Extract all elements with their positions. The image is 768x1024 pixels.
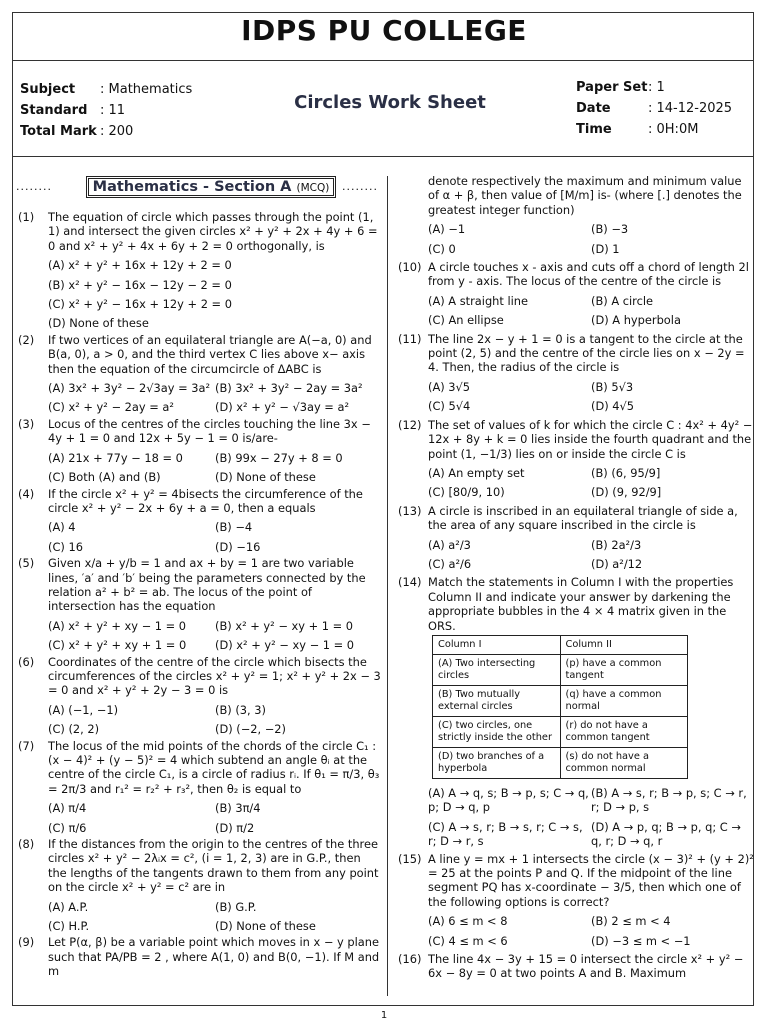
question-item <box>18 556 382 652</box>
match-table-cell: (B) Two mutually external circles <box>433 685 561 716</box>
option-item: (B) (3, 3) <box>215 702 266 717</box>
time-label: Time <box>576 122 612 137</box>
option-item: (D) (9, 92/9] <box>591 485 662 500</box>
option-item: (B) 5√3 <box>591 379 634 394</box>
question-text: The equation of circle which passes through the point (1, 1) and intersect the given circles x² + y² + 2x + 4y + 6 = 0 and x² + y² + 4x + 6y + 2 = 0 orthogonally, is <box>48 210 378 253</box>
match-table-head-cell: Column II <box>560 635 688 654</box>
option-item: (D) 1 <box>591 241 620 256</box>
option-item: (A) a²/3 <box>428 537 471 552</box>
option-item: (A) A straight line <box>428 293 529 308</box>
option-item: (C) x² + y² − 16x + 12y + 2 = 0 <box>48 297 232 312</box>
question-text: Given x/a + y/b = 1 and ax + by = 1 are two variable lines, ′a′ and ′b′ being the parameters connected by the relation a² + b² = ab. The locus of the point of intersection has the equation <box>48 556 366 614</box>
option-item: (C) Both (A) and (B) <box>48 470 161 485</box>
option-item: (B) 99x − 27y + 8 = 0 <box>215 450 343 465</box>
question-number: (3) <box>18 416 35 431</box>
options-group <box>428 289 754 328</box>
option-item: (D) x² + y² − √3ay = a² <box>215 400 350 415</box>
question-number: (12) <box>398 417 422 432</box>
date-value: : 14-12-2025 <box>648 101 733 116</box>
question-item <box>398 418 754 500</box>
question-number: (2) <box>18 332 35 347</box>
question-item <box>398 852 754 948</box>
option-item: (D) None of these <box>215 470 316 485</box>
option-item: (B) 3π/4 <box>215 801 261 816</box>
option-item: (A) 3√5 <box>428 379 471 394</box>
right-column <box>398 174 754 984</box>
match-table-cell: (r) do not have a common tangent <box>560 716 688 747</box>
option-item: (B) A → s, r; B → p, s; C → r, r; D → p, s <box>591 785 747 815</box>
option-item: (A) (−1, −1) <box>48 702 119 717</box>
option-item: (C) 4 ≤ m < 6 <box>428 933 508 948</box>
option-item: (A) x² + y² + xy − 1 = 0 <box>48 618 187 633</box>
options-group <box>428 909 754 948</box>
question-item <box>18 333 382 415</box>
option-item: (D) π/2 <box>215 820 255 835</box>
option-item: (A) −1 <box>428 222 466 237</box>
paper-set-value: : 1 <box>648 80 665 95</box>
question-number: (8) <box>18 837 35 852</box>
question-text: Coordinates of the centre of the circle which bisects the circumferences of the circles x² + y² = 1; x² + y² + 2x − 3 = 0 and x² + y² + 2y − 3 = 0 is <box>48 654 381 698</box>
option-item: (B) (6, 95/9] <box>591 465 661 480</box>
option-item: (C) [80/9, 10) <box>428 485 505 500</box>
question-number: (15) <box>398 851 422 866</box>
option-item: (A) A → q, s; B → p, s; C → q, p; D → q, p <box>428 785 589 815</box>
option-item: (A) 6 ≤ m < 8 <box>428 914 508 929</box>
question-item <box>18 487 382 555</box>
match-table-cell: (A) Two intersecting circles <box>433 654 561 685</box>
question-text: The line 2x − y + 1 = 0 is a tangent to the circle at the point (2, 5) and the centre of the circle lies on x − 2y = 4. Then, the radius of the circle is <box>428 331 745 375</box>
match-table <box>432 635 688 779</box>
question-item <box>18 935 382 978</box>
option-item: (C) 16 <box>48 539 83 554</box>
section-dots-left: ........ <box>16 180 52 193</box>
question-number: (11) <box>398 331 422 346</box>
options-group <box>428 781 754 849</box>
match-table-row <box>433 685 688 716</box>
paper-set-label: Paper Set <box>576 80 648 95</box>
option-item: (C) A → s, r; B → s, r; C → s, r; D → r, s <box>428 819 583 849</box>
question-item <box>18 417 382 485</box>
option-item: (A) 3x² + 3y² − 2√3ay = 3a² <box>48 381 211 396</box>
option-item: (B) 2 ≤ m < 4 <box>591 914 671 929</box>
question-text: If the circle x² + y² = 4bisects the circumference of the circle x² + y² − 2x + 6y + a = 0, then a equals <box>48 486 363 515</box>
options-group <box>48 895 382 934</box>
question-number: (14) <box>398 575 422 590</box>
section-title-box <box>86 176 336 198</box>
options-group <box>48 376 382 415</box>
option-item: (D) −16 <box>215 539 261 554</box>
question-number: (10) <box>398 260 422 275</box>
section-tag: (MCQ) <box>296 182 330 194</box>
question-item <box>398 504 754 572</box>
page-number: 1 <box>380 1010 388 1021</box>
option-item: (B) G.P. <box>215 899 257 914</box>
option-item: (C) a²/6 <box>428 556 472 571</box>
options-group <box>48 253 382 331</box>
option-item: (A) An empty set <box>428 465 525 480</box>
question-item <box>18 210 382 331</box>
question-number: (13) <box>398 503 422 518</box>
question-text: The line 4x − 3y + 15 = 0 intersect the circle x² + y² − 6x − 8y = 0 at two points A and B. Maximum <box>428 952 744 981</box>
match-table-row <box>433 654 688 685</box>
question-text: A line y = mx + 1 intersects the circle (x − 3)² + (y + 2)² = 25 at the points P and Q. If the midpoint of the line segment PQ has x-coordinate − 3/5, then which one of the following options is correct? <box>428 851 754 909</box>
option-item: (D) A hyperbola <box>591 313 681 328</box>
standard-label: Standard <box>20 103 88 118</box>
option-item: (C) π/6 <box>48 820 87 835</box>
option-item: (A) 4 <box>48 520 76 535</box>
option-item: (A) 21x + 77y − 18 = 0 <box>48 450 183 465</box>
options-group <box>428 533 754 572</box>
match-table-row <box>433 747 688 778</box>
option-item: (B) x² + y² − 16x − 12y − 2 = 0 <box>48 277 232 292</box>
question-number: (4) <box>18 486 35 501</box>
meta-left <box>20 79 192 142</box>
question-number: (7) <box>18 738 35 753</box>
question-item <box>398 952 754 981</box>
meta-right <box>576 77 732 140</box>
option-item: (D) A → p, q; B → p, q; C → q, r; D → q, r <box>591 819 741 849</box>
question-item <box>398 174 754 256</box>
question-text: denote respectively the maximum and minimum value of α + β, then value of [M/m] is- (where [.] denotes the greatest integer function) <box>428 174 742 217</box>
question-text: If two vertices of an equilateral triangle are A(−a, 0) and B(a, 0), a > 0, and the third vertex C lies above x− axis then the equation of the circumcircle of ΔABC is <box>48 332 372 376</box>
match-table-head-cell: Column I <box>433 635 561 654</box>
question-text: The locus of the mid points of the chords of the circle C₁ : (x − 4)² + (y − 5)² = 4 which subtend an angle θᵢ at the centre of the circle C₁, is a circle of radius rᵢ. If θ₁ = π/3, θ₃ = 2π/3 and r₁² = r₂² + r₃², then θ₂ is equal to <box>48 738 380 796</box>
match-table-cell: (p) have a common tangent <box>560 654 688 685</box>
standard-value: : 11 <box>100 103 126 118</box>
option-item: (B) −3 <box>591 222 629 237</box>
question-number: (1) <box>18 210 35 224</box>
option-item: (C) H.P. <box>48 919 90 934</box>
header-divider-top <box>12 60 754 61</box>
question-item <box>18 837 382 933</box>
option-item: (A) x² + y² + 16x + 12y + 2 = 0 <box>48 258 232 273</box>
subject-value: : Mathematics <box>100 82 193 97</box>
options-group <box>48 796 382 835</box>
option-item: (D) x² + y² − xy − 1 = 0 <box>215 638 355 653</box>
section-title: Mathematics - Section A <box>92 179 292 195</box>
option-item: (B) 2a²/3 <box>591 537 642 552</box>
option-item: (D) None of these <box>215 919 316 934</box>
date-label: Date <box>576 101 611 116</box>
match-table-header <box>433 635 688 654</box>
options-group <box>48 698 382 737</box>
option-item: (C) 0 <box>428 241 456 256</box>
options-group <box>48 614 382 653</box>
options-group <box>428 217 754 256</box>
subject-label: Subject <box>20 82 76 97</box>
question-item <box>398 332 754 414</box>
option-item: (C) x² + y² + xy + 1 = 0 <box>48 638 187 653</box>
section-header <box>16 176 382 200</box>
question-item <box>18 655 382 737</box>
option-item: (B) A circle <box>591 293 654 308</box>
question-item <box>18 739 382 835</box>
question-number: (5) <box>18 556 35 571</box>
header-divider-bottom <box>12 156 754 157</box>
total-mark-value: : 200 <box>100 124 134 139</box>
option-item: (B) 3x² + 3y² − 2ay = 3a² <box>215 381 363 396</box>
option-item: (B) x² + y² − xy + 1 = 0 <box>215 618 354 633</box>
option-item: (D) a²/12 <box>591 556 643 571</box>
option-item: (C) 5√4 <box>428 399 471 414</box>
option-item: (D) (−2, −2) <box>215 722 286 737</box>
match-table-cell: (C) two circles, one strictly inside the other <box>433 716 561 747</box>
question-text: Match the statements in Column I with the properties Column II and indicate your answer by darkening the appropriate bubbles in the 4 × 4 matrix given in the ORS. <box>428 575 734 633</box>
question-text: A circle touches x - axis and cuts off a chord of length 2l from y - axis. The locus of the centre of the circle is <box>428 260 749 289</box>
question-text: Let P(α, β) be a variable point which moves in x − y plane such that PA/PB = 2 , where A(1, 0) and B(0, −1). If M and m <box>48 935 380 979</box>
options-group <box>428 461 754 500</box>
option-item: (C) An ellipse <box>428 313 504 328</box>
option-item: (D) −3 ≤ m < −1 <box>591 933 691 948</box>
time-value: : 0H:0M <box>648 122 699 137</box>
match-table-row <box>433 716 688 747</box>
option-item: (A) A.P. <box>48 899 89 914</box>
question-text: The set of values of k for which the circle C : 4x² + 4y² − 12x + 8y + k = 0 lies inside the fourth quadrant and the point (1, −1/3) lies on or inside the circle C is <box>428 417 753 461</box>
question-number: (9) <box>18 935 35 950</box>
worksheet-title: Circles Work Sheet <box>294 92 486 113</box>
options-group <box>48 515 382 554</box>
match-table-cell: (s) do not have a common normal <box>560 747 688 778</box>
question-number: (16) <box>398 952 422 967</box>
question-text: A circle is inscribed in an equilateral triangle of side a, the area of any square inscribed in the circle is <box>428 503 738 533</box>
question-item <box>398 575 754 848</box>
column-divider <box>387 176 388 996</box>
question-item <box>398 260 754 328</box>
total-mark-label: Total Mark <box>20 124 97 139</box>
option-item: (D) 4√5 <box>591 399 635 414</box>
college-name: IDPS PU COLLEGE <box>241 14 527 47</box>
options-group <box>428 375 754 414</box>
option-item: (D) None of these <box>48 316 149 331</box>
question-number: (6) <box>18 654 35 669</box>
option-item: (A) π/4 <box>48 801 87 816</box>
question-text: Locus of the centres of the circles touching the line 3x − 4y + 1 = 0 and 12x + 5y − 1 = 0 is/are- <box>48 416 371 446</box>
question-text: If the distances from the origin to the centres of the three circles x² + y² − 2λᵢx = c², (i = 1, 2, 3) are in G.P., then the lengths of the tangents drawn to them from any point on the circle x² + y² = c² are in <box>48 837 379 895</box>
left-column <box>18 210 382 981</box>
option-item: (B) −4 <box>215 520 253 535</box>
match-table-cell: (q) have a common normal <box>560 685 688 716</box>
option-item: (C) x² + y² − 2ay = a² <box>48 400 174 415</box>
option-item: (C) (2, 2) <box>48 722 100 737</box>
options-group <box>48 446 382 485</box>
match-table-cell: (D) two branches of a hyperbola <box>433 747 561 778</box>
section-dots-right: ........ <box>342 180 378 193</box>
